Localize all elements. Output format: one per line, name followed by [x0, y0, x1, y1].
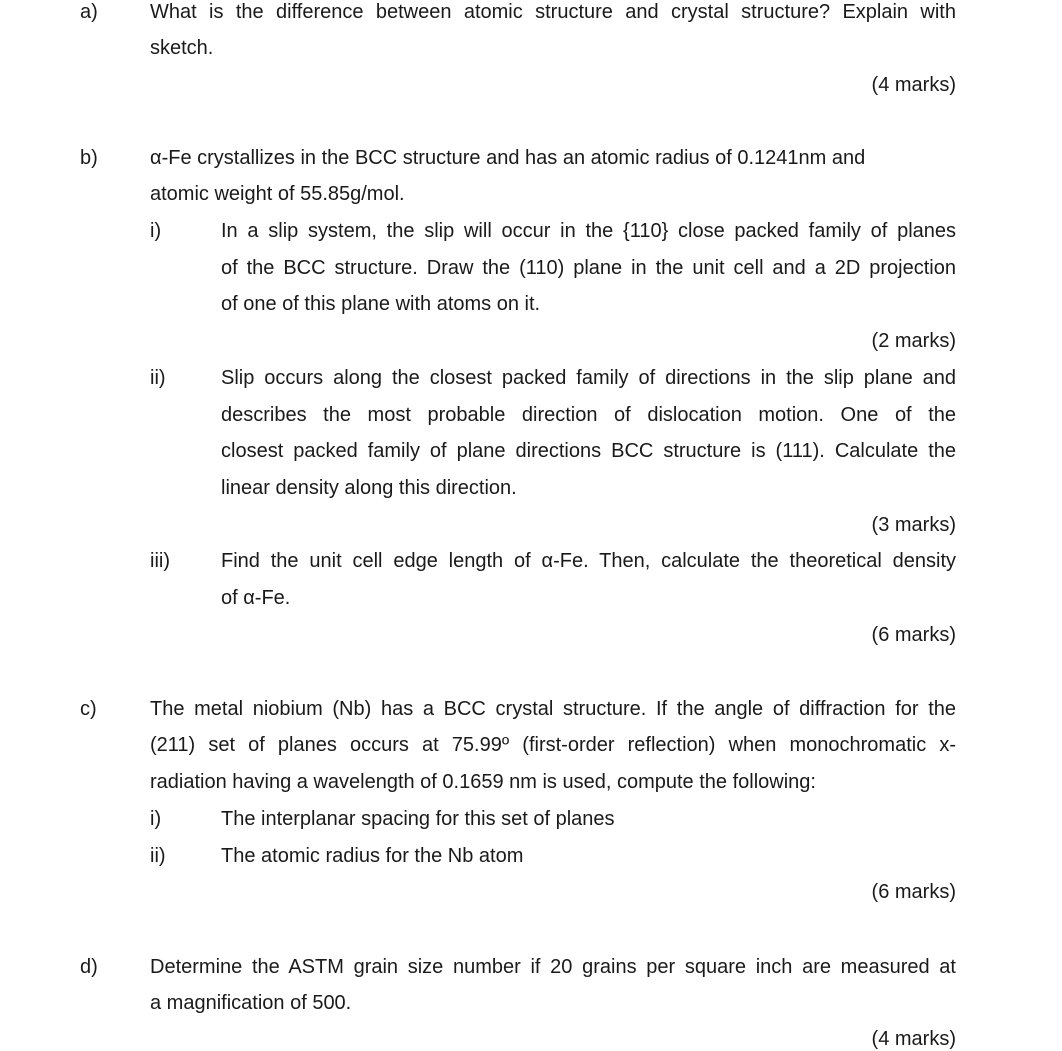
question-b-part-i-line-3: of one of this plane with atoms on it.: [221, 293, 541, 315]
question-d-line-2: a magnification of 500.: [150, 992, 352, 1014]
question-b-part-i-line-2: of the BCC structure. Draw the (110) plane in the unit cell and a 2D projection: [221, 257, 956, 279]
question-c-line-1: The metal niobium (Nb) has a BCC crystal structure. If the angle of diffraction for the: [150, 698, 956, 720]
question-d-line-1: Determine the ASTM grain size number if 20 grains per square inch are measured at: [150, 956, 956, 978]
question-b-part-i-label: i): [150, 220, 162, 242]
question-b-line-2: atomic weight of 55.85g/mol.: [150, 183, 405, 205]
question-b-part-iii-line-1: Find the unit cell edge length of α-Fe. Then, calculate the theoretical density: [221, 550, 956, 572]
question-b-part-ii-line-1: Slip occurs along the closest packed family of directions in the slip plane and: [221, 367, 956, 389]
question-a-label: a): [80, 1, 98, 23]
question-b-part-i-line-1: In a slip system, the slip will occur in the {110} close packed family of planes: [221, 220, 956, 242]
question-b-part-ii-label: ii): [150, 367, 166, 389]
question-b-part-iii-label: iii): [150, 550, 170, 572]
question-b-part-ii-line-2: describes the most probable direction of dislocation motion. One of the: [221, 404, 956, 426]
question-d-label: d): [80, 956, 98, 978]
question-c-line-3: radiation having a wavelength of 0.1659 nm is used, compute the following:: [150, 771, 816, 793]
question-b-part-iii-marks: (6 marks): [871, 624, 956, 646]
question-c-label: c): [80, 698, 97, 720]
question-c-marks: (6 marks): [871, 881, 956, 903]
question-c-part-ii-label: ii): [150, 845, 166, 867]
question-b-part-ii-marks: (3 marks): [871, 514, 956, 536]
question-b-part-ii-line-4: linear density along this direction.: [221, 477, 517, 499]
question-b-part-i-marks: (2 marks): [871, 330, 956, 352]
question-b-line-1: α-Fe crystallizes in the BCC structure and has an atomic radius of 0.1241nm and: [150, 147, 866, 169]
question-c-part-i-label: i): [150, 808, 162, 830]
question-b-label: b): [80, 147, 98, 169]
question-b-part-ii-line-3: closest packed family of plane directions BCC structure is (111). Calculate the: [221, 440, 956, 462]
question-d-marks: (4 marks): [871, 1028, 956, 1050]
question-c-part-i-text: The interplanar spacing for this set of planes: [221, 808, 615, 830]
question-a-marks: (4 marks): [871, 74, 956, 96]
question-c-line-2: (211) set of planes occurs at 75.99º (first-order reflection) when monochromatic x-: [150, 734, 956, 756]
question-a-line-1: What is the difference between atomic structure and crystal structure? Explain with: [150, 1, 956, 23]
question-b-part-iii-line-2: of α-Fe.: [221, 587, 291, 609]
question-c-part-ii-text: The atomic radius for the Nb atom: [221, 845, 524, 867]
question-a-line-2: sketch.: [150, 37, 214, 59]
